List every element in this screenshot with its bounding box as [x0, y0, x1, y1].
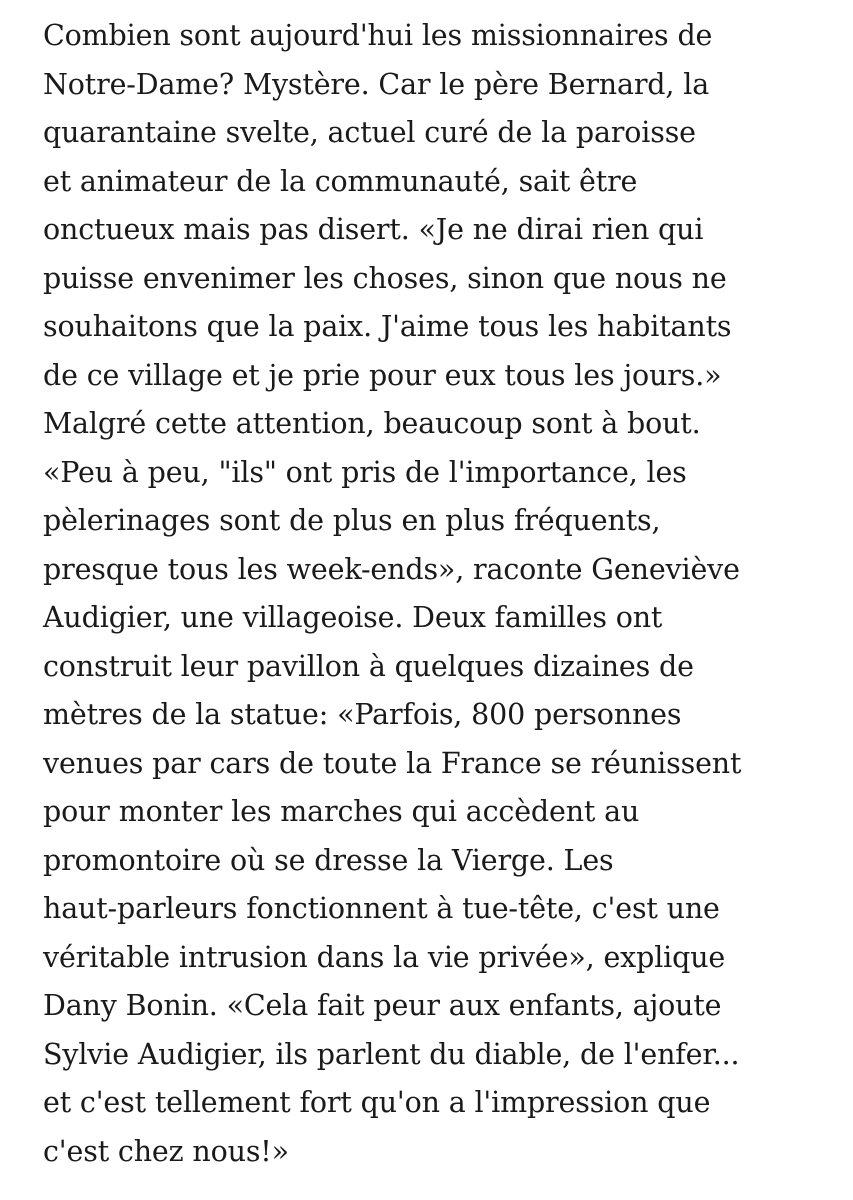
text-line-23: et c'est tellement fort qu'on a l'impression que [43, 1086, 711, 1119]
text-line-19: haut-parleurs fonctionnent à tue-tête, c'est une [43, 892, 720, 925]
text-line-8: de ce village et je prie pour eux tous les jours.» [43, 358, 722, 392]
text-line-17: pour monter les marches qui accèdent au [43, 795, 640, 828]
text-line-4: et animateur de la communauté, sait être [43, 164, 638, 198]
text-line-1: Combien sont aujourd'hui les missionnaires de [43, 19, 713, 52]
text-line-21: Dany Bonin. «Cela fait peur aux enfants, ajoute [43, 989, 722, 1022]
text-line-11: pèlerinages sont de plus en plus fréquents, [43, 504, 661, 537]
text-line-5: onctueux mais pas disert. «Je ne dirai rien qui [43, 213, 704, 246]
text-line-3: quarantaine svelte, actuel curé de la paroisse [43, 116, 696, 149]
text-line-9: Malgré cette attention, beaucoup sont à bout. [43, 407, 701, 440]
text-line-24: c'est chez nous!» [43, 1134, 289, 1168]
text-line-10: «Peu à peu, "ils" ont pris de l'importance, les [43, 455, 687, 489]
text-line-20: véritable intrusion dans la vie privée», explique [43, 940, 726, 974]
text-line-13: Audigier, une villageoise. Deux familles ont [43, 601, 663, 634]
text-line-6: puisse envenimer les choses, sinon que nous ne [43, 261, 727, 295]
text-line-16: venues par cars de toute la France se réunissent [43, 746, 742, 780]
text-line-14: construit leur pavillon à quelques dizaines de [43, 649, 694, 683]
article-body [43, 12, 843, 1176]
text-line-18: promontoire où se dresse la Vierge. Les [43, 843, 614, 877]
text-line-12: presque tous les week-ends», raconte Geneviève [43, 552, 740, 586]
text-line-2: Notre-Dame? Mystère. Car le père Bernard, la [43, 67, 710, 101]
text-line-22: Sylvie Audigier, ils parlent du diable, de l'enfer... [43, 1037, 740, 1071]
text-line-7: souhaitons que la paix. J'aime tous les habitants [43, 310, 732, 343]
text-line-15: mètres de la statue: «Parfois, 800 personnes [43, 698, 682, 731]
